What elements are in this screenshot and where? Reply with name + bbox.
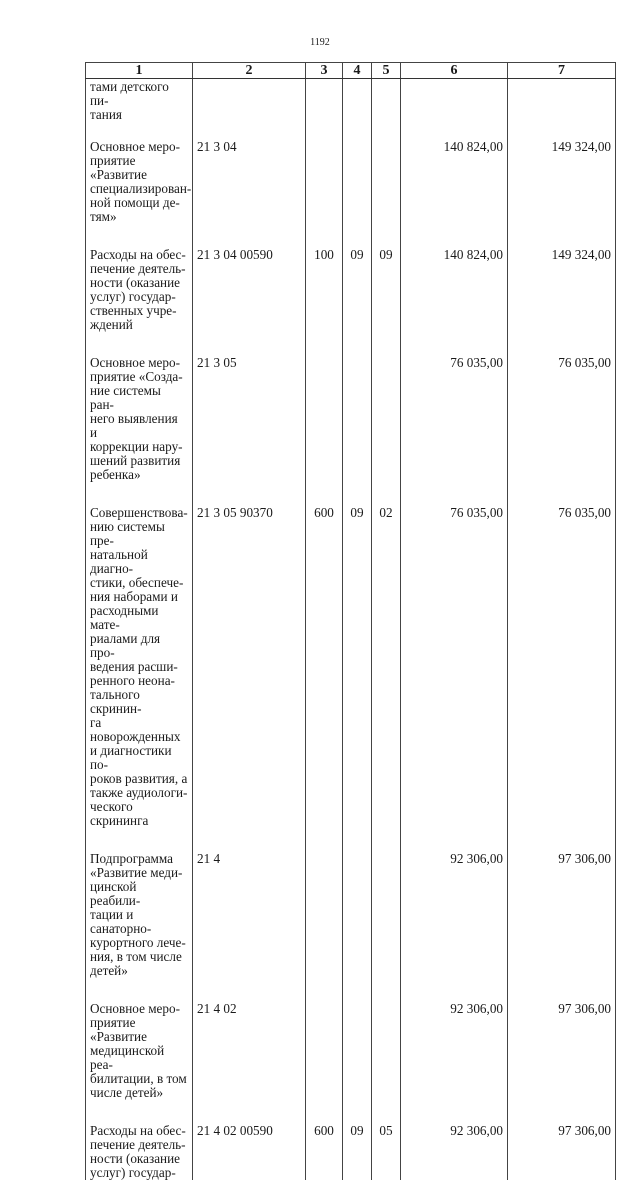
row-col3 bbox=[306, 79, 343, 141]
row-code bbox=[193, 79, 306, 141]
row-col5: 02 bbox=[372, 506, 401, 852]
table-body bbox=[86, 79, 616, 1180]
row-col3 bbox=[306, 356, 343, 506]
column-header-1: 1 bbox=[86, 63, 193, 79]
row-code: 21 4 bbox=[193, 852, 306, 1002]
table-row bbox=[86, 356, 616, 506]
row-col5 bbox=[372, 852, 401, 1002]
row-code: 21 4 02 bbox=[193, 1002, 306, 1124]
row-value7: 97 306,00 bbox=[508, 852, 616, 1002]
row-name: тами детского пи- тания bbox=[86, 79, 193, 141]
row-col3 bbox=[306, 1002, 343, 1124]
table-row bbox=[86, 248, 616, 356]
row-value7: 97 306,00 bbox=[508, 1124, 616, 1180]
row-value7: 149 324,00 bbox=[508, 248, 616, 356]
row-name: Основное меро- приятие «Развитие специализирован- ной помощи де- тям» bbox=[86, 140, 193, 248]
row-col3 bbox=[306, 140, 343, 248]
row-col5 bbox=[372, 356, 401, 506]
row-col5 bbox=[372, 1002, 401, 1124]
header-row bbox=[86, 63, 616, 79]
table-row bbox=[86, 140, 616, 248]
row-value7: 149 324,00 bbox=[508, 140, 616, 248]
row-col4: 09 bbox=[343, 1124, 372, 1180]
row-value6: 92 306,00 bbox=[401, 1002, 508, 1124]
column-header-4: 4 bbox=[343, 63, 372, 79]
row-col4: 09 bbox=[343, 248, 372, 356]
row-col5 bbox=[372, 79, 401, 141]
row-col3 bbox=[306, 852, 343, 1002]
row-value6: 76 035,00 bbox=[401, 506, 508, 852]
row-name: Основное меро- приятие «Созда- ние системы ран- него выявления и коррекции нару- шений развития ребенка» bbox=[86, 356, 193, 506]
row-value6: 92 306,00 bbox=[401, 1124, 508, 1180]
row-name: Подпрограмма «Развитие меди- цинской реабили- тации и санаторно- курортного лече- ния, в том числе детей» bbox=[86, 852, 193, 1002]
row-value6 bbox=[401, 79, 508, 141]
table-row bbox=[86, 506, 616, 852]
row-code: 21 3 05 90370 bbox=[193, 506, 306, 852]
row-name: Основное меро- приятие «Развитие медицинской реа- билитации, в том числе детей» bbox=[86, 1002, 193, 1124]
row-value7: 76 035,00 bbox=[508, 506, 616, 852]
table-row bbox=[86, 852, 616, 1002]
row-value7 bbox=[508, 79, 616, 141]
row-col5 bbox=[372, 140, 401, 248]
column-header-6: 6 bbox=[401, 63, 508, 79]
row-code: 21 4 02 00590 bbox=[193, 1124, 306, 1180]
column-header-3: 3 bbox=[306, 63, 343, 79]
row-col3: 600 bbox=[306, 1124, 343, 1180]
row-value6: 140 824,00 bbox=[401, 248, 508, 356]
row-name: Совершенствова- нию системы пре- натальной диагно- стики, обеспече- ния наборами и расходными мате- риалами для про- ведения расши- ренного неона- тального скринин- га новорожденных и диагностики по- роков развития, а также аудиологи- ческого скрининга bbox=[86, 506, 193, 852]
row-code: 21 3 04 bbox=[193, 140, 306, 248]
table-row bbox=[86, 1124, 616, 1180]
column-header-5: 5 bbox=[372, 63, 401, 79]
row-value7: 76 035,00 bbox=[508, 356, 616, 506]
row-value7: 97 306,00 bbox=[508, 1002, 616, 1124]
row-col4 bbox=[343, 852, 372, 1002]
column-header-7: 7 bbox=[508, 63, 616, 79]
row-code: 21 3 04 00590 bbox=[193, 248, 306, 356]
table-row bbox=[86, 1002, 616, 1124]
row-value6: 92 306,00 bbox=[401, 852, 508, 1002]
row-col4 bbox=[343, 140, 372, 248]
row-col4 bbox=[343, 79, 372, 141]
row-col3: 600 bbox=[306, 506, 343, 852]
budget-table bbox=[85, 62, 616, 1180]
row-name: Расходы на обес- печение деятель- ности (оказание услуг) государ- bbox=[86, 1124, 193, 1180]
row-col4 bbox=[343, 1002, 372, 1124]
page-number: 1192 bbox=[0, 37, 640, 48]
row-value6: 76 035,00 bbox=[401, 356, 508, 506]
row-code: 21 3 05 bbox=[193, 356, 306, 506]
row-value6: 140 824,00 bbox=[401, 140, 508, 248]
row-name: Расходы на обес- печение деятель- ности (оказание услуг) государ- ственных учре- ждений bbox=[86, 248, 193, 356]
row-col4: 09 bbox=[343, 506, 372, 852]
row-col4 bbox=[343, 356, 372, 506]
row-col5: 05 bbox=[372, 1124, 401, 1180]
column-header-2: 2 bbox=[193, 63, 306, 79]
table-row bbox=[86, 79, 616, 141]
row-col5: 09 bbox=[372, 248, 401, 356]
row-col3: 100 bbox=[306, 248, 343, 356]
